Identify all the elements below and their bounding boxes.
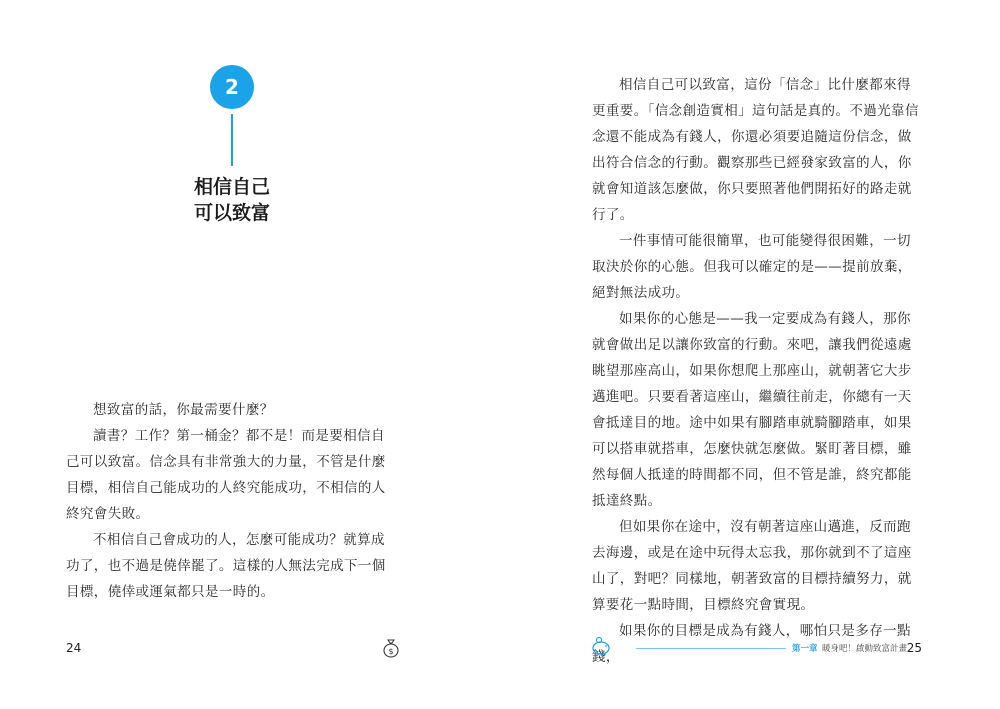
chapter-number-badge: 2 [210,65,254,109]
paragraph: 但如果你在途中，沒有朝著這座山邁進，反而跑去海邊，或是在途中玩得太忘我，那你就到不了這座山了，對吧？同樣地，朝著致富的目標持續努力，就算要花一點時間，目標終究會實現。 [592,519,912,613]
left-body-text [66,397,396,605]
coin-icon [382,638,400,658]
chapter-title-line-1: 相信自己 [193,176,270,198]
paragraph: 讀書？工作？第一桶金？都不是！而是要相信自己可以致富。信念具有非常強大的力量，不管是什麼目標，相信自己能成功的人終究能成功，不相信的人終究會失敗。 [66,428,386,522]
page-number-left: 24 [66,641,82,655]
paragraph: 想致富的話，你最需要什麼？ [93,402,274,418]
chapter-title [170,174,294,226]
running-footer-chapter: 第一章 [792,644,818,654]
piggy-bank-icon [590,636,612,656]
svg-text:$: $ [388,647,394,656]
right-page [500,0,1000,709]
chapter-title-line-2: 可以致富 [193,202,270,224]
right-body-text [592,72,922,670]
paragraph: 如果你的目標是成為有錢人，哪怕只是多存一點錢， [592,623,911,665]
paragraph: 一件事情可能很簡單，也可能變得很困難，一切取決於你的心態。但我可以確定的是——提前放棄，絕對無法成功。 [592,233,912,301]
footer-rule [636,648,786,649]
paragraph: 相信自己可以致富，這份「信念」比什麼都來得更重要。「信念創造實相」這句話是真的。不過光靠信念還不能成為有錢人，你還必須要追隨這份信念，做出符合信念的行動。觀察那些已經發家致富的人，你就會知道該怎麼做，你只要照著他們開拓好的路走就行了。 [592,77,919,223]
badge-connector-line [231,114,233,166]
paragraph: 不相信自己會成功的人，怎麼可能成功？就算成功了，也不過是僥倖罷了。這樣的人無法完成下一個目標，僥倖或運氣都只是一時的。 [66,532,386,600]
page-number-right: 25 [906,641,922,655]
paragraph: 如果你的心態是——我一定要成為有錢人，那你就會做出足以讓你致富的行動。來吧，讓我們從遠處眺望那座高山，如果你想爬上那座山，就朝著它大步邁進吧。只要看著這座山，繼續往前走，你總有一天會抵達目的地。途中如果有腳踏車就騎腳踏車，如果可以搭車就搭車，怎麼快就怎麼做。緊盯著目標，雖然每個人抵達的時間都不同，但不管是誰，終究都能抵達終點。 [592,311,912,509]
running-footer-title: 暖身吧！啟動致富計畫 [822,644,908,654]
